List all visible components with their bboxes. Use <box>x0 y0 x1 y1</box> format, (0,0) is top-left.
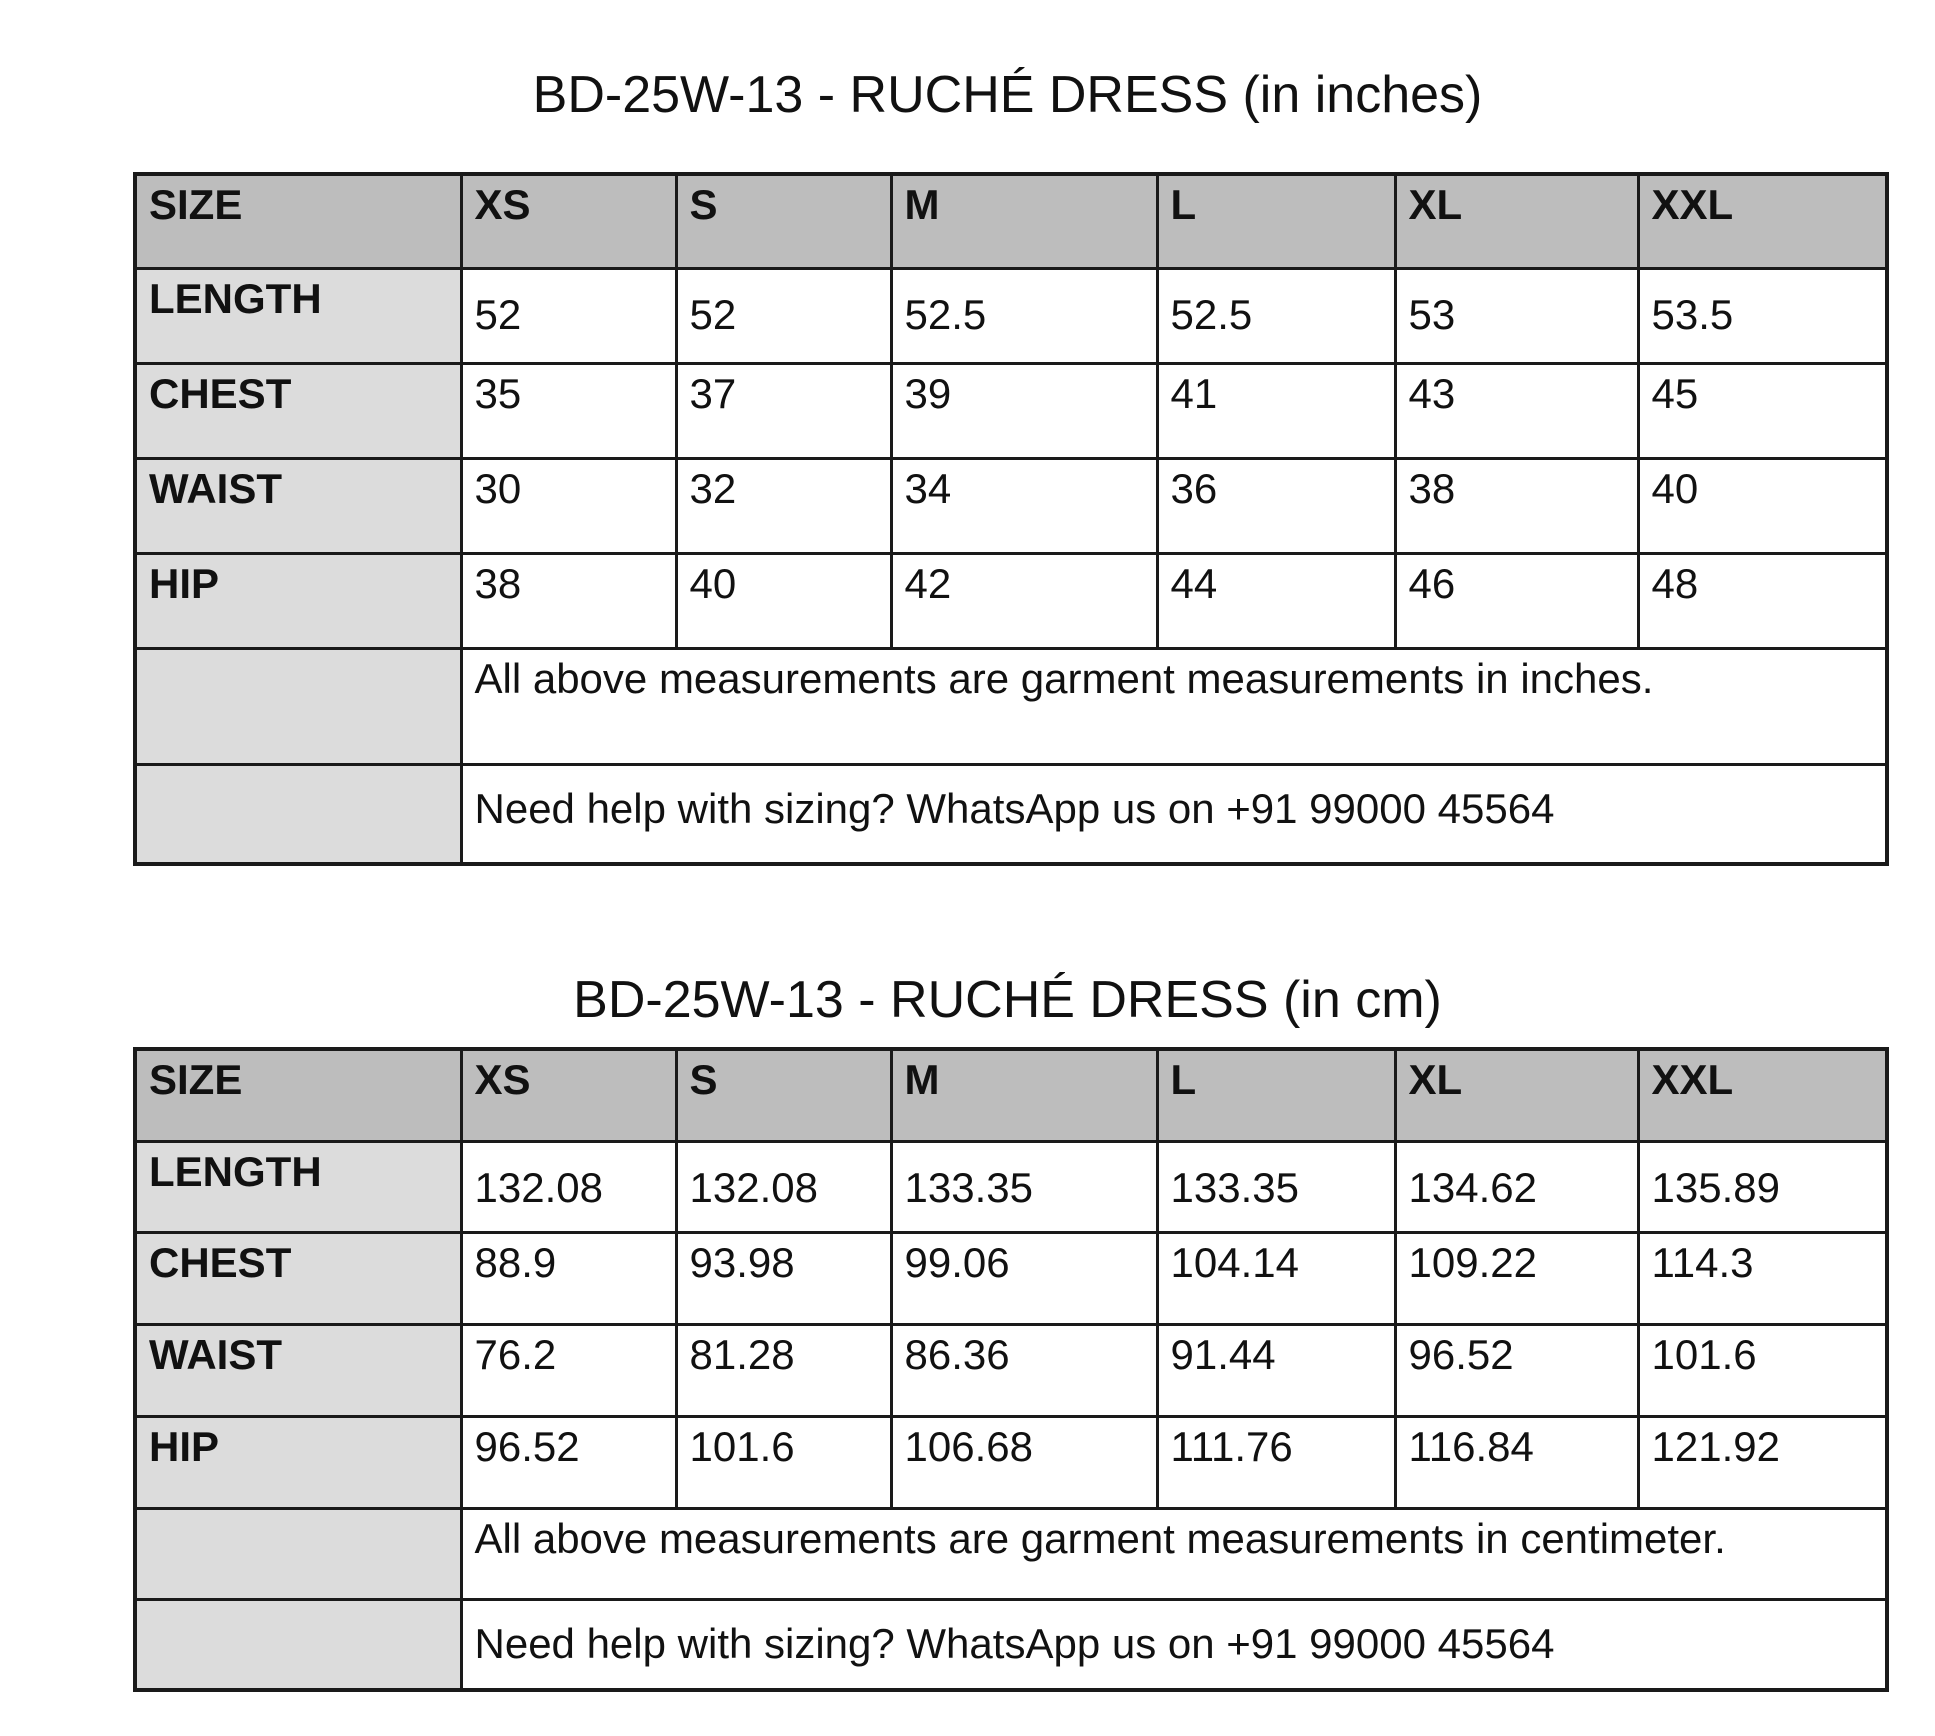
sizing-help-text: Need help with sizing? WhatsApp us on +91 99000 45564 <box>461 1599 1887 1690</box>
table-cell: 93.98 <box>676 1232 891 1324</box>
row-label-empty <box>135 764 461 864</box>
table-cell: 39 <box>891 363 1157 458</box>
sizing-help-text: Need help with sizing? WhatsApp us on +91 99000 45564 <box>461 764 1887 864</box>
header-cell-m: M <box>891 174 1157 268</box>
table-cell: 111.76 <box>1157 1416 1395 1508</box>
table-cell: 38 <box>1395 458 1638 553</box>
table-cell: 101.6 <box>676 1416 891 1508</box>
header-cell-size: SIZE <box>135 1049 461 1141</box>
table-cell: 35 <box>461 363 676 458</box>
table-cell: 41 <box>1157 363 1395 458</box>
row-label-hip: HIP <box>135 553 461 648</box>
size-chart-cm <box>0 965 1935 1667</box>
table-cell: 116.84 <box>1395 1416 1638 1508</box>
table-row-note <box>135 1508 1887 1599</box>
table-cell: 106.68 <box>891 1416 1157 1508</box>
row-label-empty <box>135 1599 461 1690</box>
table-cell: 40 <box>1638 458 1887 553</box>
table-cell: 36 <box>1157 458 1395 553</box>
table-cell: 34 <box>891 458 1157 553</box>
table-cell: 52 <box>676 268 891 363</box>
row-label-chest: CHEST <box>135 363 461 458</box>
table-cell: 109.22 <box>1395 1232 1638 1324</box>
table-cell: 88.9 <box>461 1232 676 1324</box>
table-cell: 134.62 <box>1395 1141 1638 1232</box>
size-table-inches <box>133 172 1889 866</box>
table-cell: 135.89 <box>1638 1141 1887 1232</box>
table-cell: 53.5 <box>1638 268 1887 363</box>
table-row-help <box>135 1599 1887 1690</box>
table-cell: 37 <box>676 363 891 458</box>
table-cell: 114.3 <box>1638 1232 1887 1324</box>
table-cell: 43 <box>1395 363 1638 458</box>
table-cell: 104.14 <box>1157 1232 1395 1324</box>
size-chart-inches-title: BD-25W-13 - RUCHÉ DRESS (in inches) <box>532 66 1483 124</box>
header-cell-xs: XS <box>461 1049 676 1141</box>
table-row-chest <box>135 363 1887 458</box>
header-cell-xl: XL <box>1395 1049 1638 1141</box>
table-row-help <box>135 764 1887 864</box>
header-cell-s: S <box>676 174 891 268</box>
size-chart-inches <box>0 60 1935 832</box>
row-label-waist: WAIST <box>135 458 461 553</box>
table-cell: 91.44 <box>1157 1324 1395 1416</box>
table-cell: 32 <box>676 458 891 553</box>
table-cell: 81.28 <box>676 1324 891 1416</box>
measurement-note: All above measurements are garment measurements in inches. <box>461 648 1887 764</box>
table-row-waist <box>135 458 1887 553</box>
table-cell: 76.2 <box>461 1324 676 1416</box>
row-label-waist: WAIST <box>135 1324 461 1416</box>
table-cell: 132.08 <box>461 1141 676 1232</box>
table-cell: 132.08 <box>676 1141 891 1232</box>
table-cell: 101.6 <box>1638 1324 1887 1416</box>
table-cell: 52.5 <box>1157 268 1395 363</box>
header-cell-xs: XS <box>461 174 676 268</box>
measurement-note: All above measurements are garment measurements in centimeter. <box>461 1508 1887 1599</box>
table-cell: 45 <box>1638 363 1887 458</box>
table-header-row <box>135 174 1887 268</box>
table-row-length <box>135 268 1887 363</box>
table-row-note <box>135 648 1887 764</box>
table-cell: 121.92 <box>1638 1416 1887 1508</box>
table-row-waist <box>135 1324 1887 1416</box>
table-header-row <box>135 1049 1887 1141</box>
header-cell-xxl: XXL <box>1638 174 1887 268</box>
table-cell: 99.06 <box>891 1232 1157 1324</box>
table-row-hip <box>135 553 1887 648</box>
table-cell: 96.52 <box>1395 1324 1638 1416</box>
table-cell: 96.52 <box>461 1416 676 1508</box>
header-cell-l: L <box>1157 174 1395 268</box>
table-cell: 52 <box>461 268 676 363</box>
row-label-length: LENGTH <box>135 1141 461 1232</box>
header-cell-s: S <box>676 1049 891 1141</box>
row-label-hip: HIP <box>135 1416 461 1508</box>
row-label-chest: CHEST <box>135 1232 461 1324</box>
table-cell: 30 <box>461 458 676 553</box>
table-row-length <box>135 1141 1887 1232</box>
header-cell-m: M <box>891 1049 1157 1141</box>
table-cell: 133.35 <box>1157 1141 1395 1232</box>
table-cell: 86.36 <box>891 1324 1157 1416</box>
table-cell: 46 <box>1395 553 1638 648</box>
size-chart-cm-title: BD-25W-13 - RUCHÉ DRESS (in cm) <box>573 971 1442 1029</box>
table-cell: 44 <box>1157 553 1395 648</box>
header-cell-size: SIZE <box>135 174 461 268</box>
table-row-chest <box>135 1232 1887 1324</box>
row-label-length: LENGTH <box>135 268 461 363</box>
table-cell: 133.35 <box>891 1141 1157 1232</box>
header-cell-xl: XL <box>1395 174 1638 268</box>
table-cell: 52.5 <box>891 268 1157 363</box>
table-cell: 42 <box>891 553 1157 648</box>
table-cell: 53 <box>1395 268 1638 363</box>
table-cell: 38 <box>461 553 676 648</box>
table-cell: 48 <box>1638 553 1887 648</box>
table-cell: 40 <box>676 553 891 648</box>
header-cell-l: L <box>1157 1049 1395 1141</box>
table-row-hip <box>135 1416 1887 1508</box>
row-label-empty <box>135 648 461 764</box>
size-table-cm <box>133 1047 1889 1692</box>
row-label-empty <box>135 1508 461 1599</box>
header-cell-xxl: XXL <box>1638 1049 1887 1141</box>
